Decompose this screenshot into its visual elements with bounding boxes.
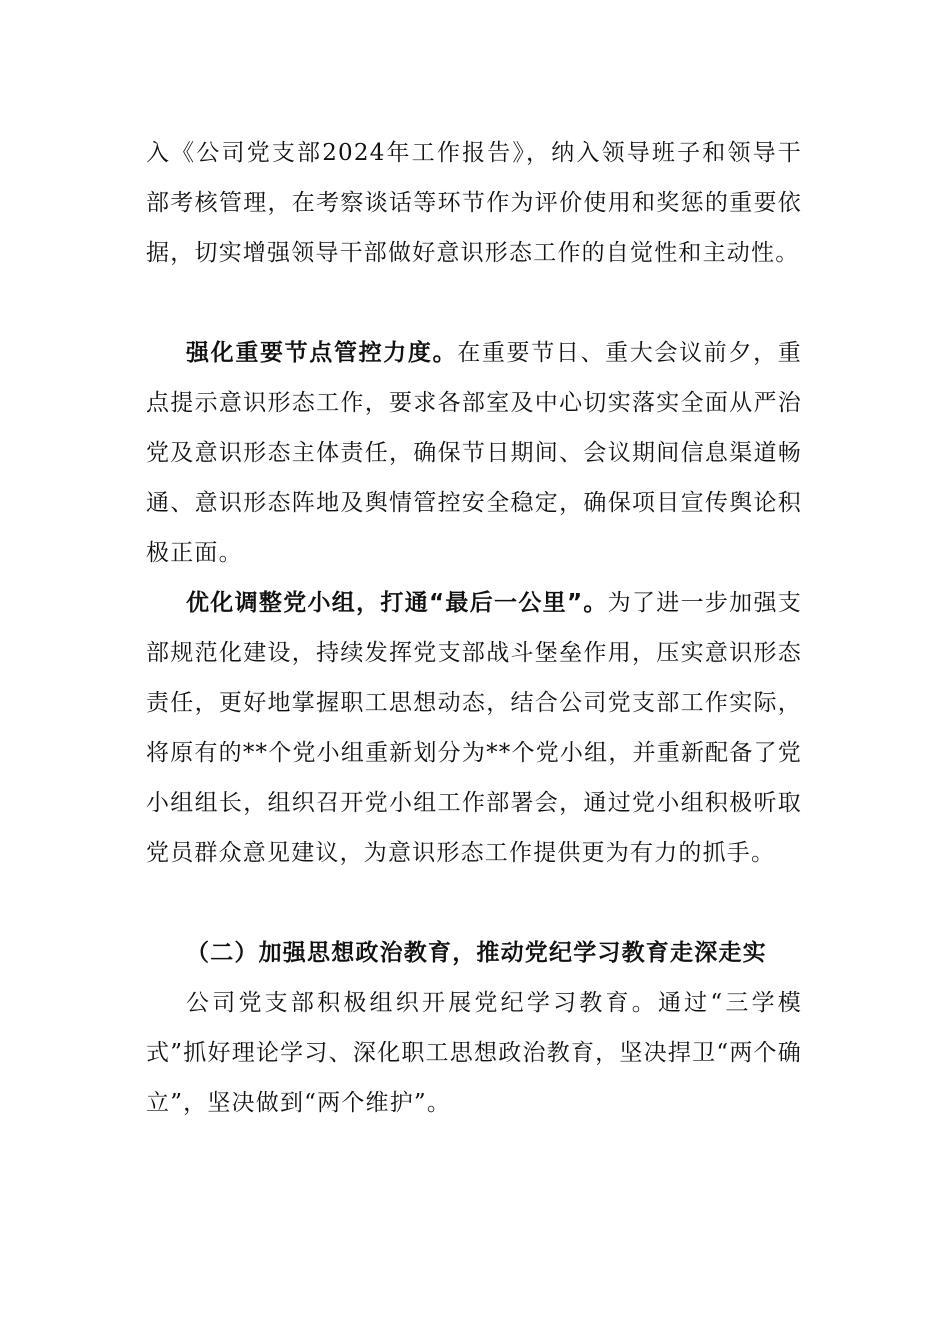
paragraph-3-lead: 优化调整党小组，打通“最后一公里”。 (186, 590, 608, 616)
paragraph-2-text: 在重要节日、重大会议前夕，重点提示意识形态工作，要求各部室及中心切实落实全面从严治党及意识形态主体责任，确保节日期间、会议期间信息渠道畅通、意识形态阵地及舆情管控安全稳定，确保项目宣传舆论积极正面。 (146, 340, 802, 566)
paragraph-3-text: 为了进一步加强支部规范化建设，持续发挥党支部战斗堡垒作用，压实意识形态责任，更好地掌握职工思想动态，结合公司党支部工作实际，将原有的**个党小组重新划分为**个党小组，并重新配备了党小组组长，组织召开党小组工作部署会，通过党小组积极听取党员群众意见建议，为意识形态工作提供更为有力的抓手。 (146, 590, 802, 866)
paragraph-1: 入《公司党支部2024年工作报告》，纳入领导班子和领导干部考核管理，在考察谈话等环节作为评价使用和奖惩的重要依据，切实增强领导干部做好意识形态工作的自觉性和主动性。 (146, 140, 802, 266)
paragraph-2 (146, 328, 802, 578)
paragraph-4: 公司党支部积极组织开展党纪学习教育。通过“三学模式”抓好理论学习、深化职工思想政治教育，坚决捍卫“两个确立”，坚决做到“两个维护”。 (146, 990, 802, 1116)
paragraph-2-lead: 强化重要节点管控力度。 (186, 340, 458, 366)
section-heading: （二）加强思想政治教育，推动党纪学习教育走深走实 (186, 940, 767, 966)
paragraph-3 (146, 578, 802, 878)
